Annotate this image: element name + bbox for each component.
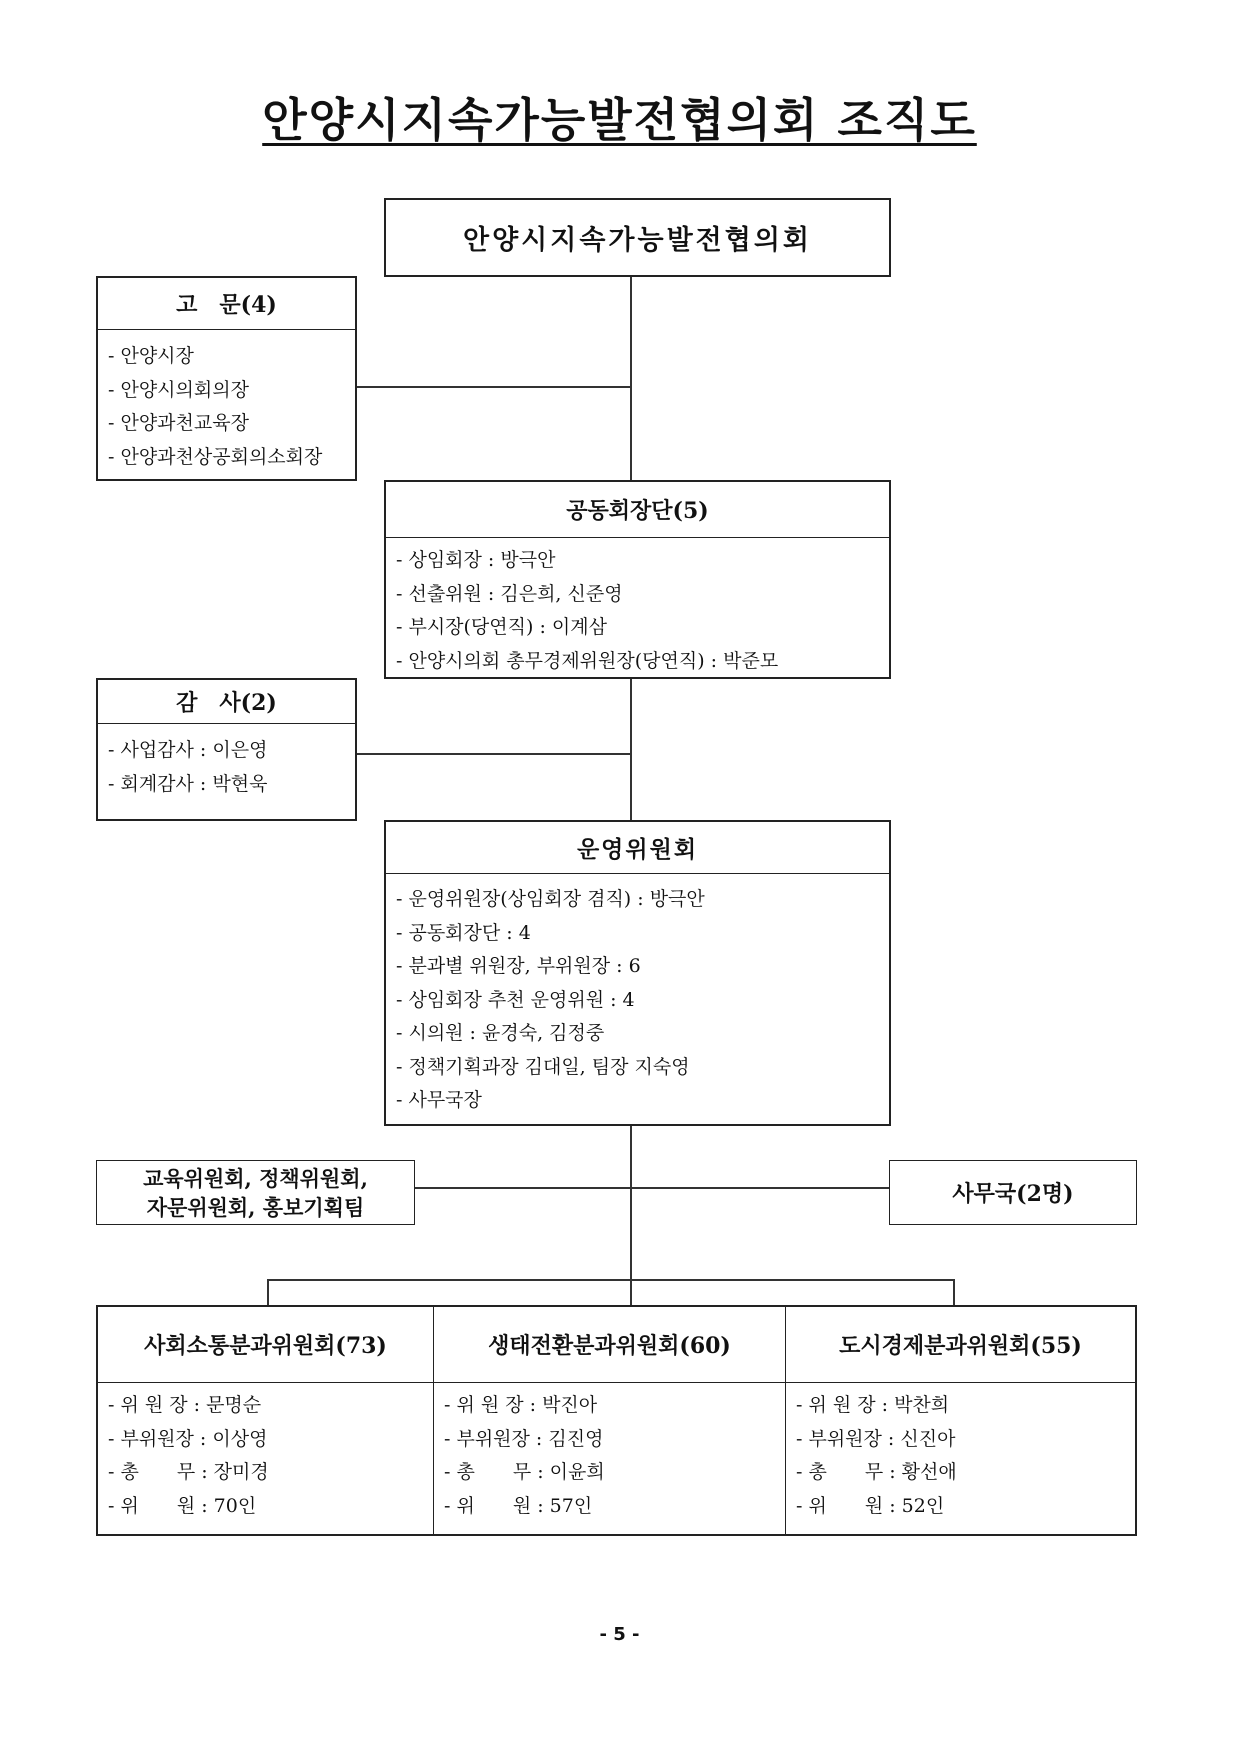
subcommittees-line-2: 자문위원회, 홍보기획팀 xyxy=(146,1194,365,1220)
list-item: - 부시장(당연직) : 이계삼 xyxy=(396,616,607,638)
steering-committee-box xyxy=(384,820,891,1126)
council-name: 안양시지속가능발전협의회 xyxy=(463,225,812,256)
page-number: - 5 - xyxy=(599,1624,640,1645)
secretariat-box xyxy=(889,1160,1137,1225)
co-chairs-box xyxy=(384,480,891,679)
connector-committee-bar xyxy=(267,1279,954,1281)
subcommittees-line-1: 교육위원회, 정책위원회, xyxy=(143,1165,368,1191)
advisors-heading: 고 문(4) xyxy=(176,292,277,318)
steering-list xyxy=(386,874,889,1118)
council-box xyxy=(384,198,891,277)
subcommittees-box xyxy=(96,1160,415,1225)
committees-table xyxy=(96,1305,1137,1536)
list-item: - 안양시의회의장 xyxy=(108,378,249,401)
list-item: - 위 원 장 : 박찬희 xyxy=(796,1394,950,1416)
secretariat-label: 사무국(2명) xyxy=(952,1181,1074,1207)
committee-heading: 사회소통분과위원회(73) xyxy=(144,1333,387,1359)
list-item: - 회계감사 : 박현욱 xyxy=(108,772,268,795)
list-item: - 위 원 : 57인 xyxy=(444,1494,593,1517)
co-chairs-header xyxy=(386,482,889,538)
committee-social xyxy=(98,1307,434,1534)
auditors-header xyxy=(98,680,355,724)
connector-council-cochairs xyxy=(630,276,632,481)
list-item: - 운영위원장(상임회장 겸직) : 방극안 xyxy=(396,888,705,910)
co-chairs-list xyxy=(386,538,889,678)
committee-ecology xyxy=(434,1307,786,1534)
list-item: - 공동회장단 : 4 xyxy=(396,921,531,944)
list-item: - 총 무 : 장미경 xyxy=(108,1461,269,1483)
list-item: - 위 원 장 : 박진아 xyxy=(444,1394,598,1416)
list-item: - 정책기획과장 김대일, 팀장 지숙영 xyxy=(396,1055,690,1078)
list-item: - 부위원장 : 신진아 xyxy=(796,1427,956,1450)
list-item: - 위 원 : 52인 xyxy=(796,1494,945,1517)
connector-auditors xyxy=(356,753,631,755)
list-item: - 사무국장 xyxy=(396,1089,482,1111)
advisors-header xyxy=(98,278,355,330)
committee-urban-economy xyxy=(786,1307,1135,1534)
list-item: - 상임회장 추천 운영위원 : 4 xyxy=(396,988,635,1011)
connector-committee-left xyxy=(267,1279,269,1306)
list-item: - 총 무 : 이윤희 xyxy=(444,1461,605,1483)
auditors-heading: 감 사(2) xyxy=(176,690,277,716)
connector-committee-right xyxy=(953,1279,955,1306)
page-title: 안양시지속가능발전협의회 조직도 xyxy=(262,93,977,147)
list-item: - 선출위원 : 김은희, 신준영 xyxy=(396,582,623,605)
connector-subcommittees-secretariat xyxy=(414,1187,890,1189)
list-item: - 위 원 : 70인 xyxy=(108,1494,257,1517)
list-item: - 부위원장 : 이상영 xyxy=(108,1427,268,1450)
steering-heading: 운영위원회 xyxy=(576,836,699,863)
co-chairs-heading: 공동회장단(5) xyxy=(566,498,709,524)
committee-header xyxy=(786,1307,1135,1383)
committee-header xyxy=(434,1307,785,1383)
connector-advisors xyxy=(356,386,631,388)
list-item: - 시의원 : 윤경숙, 김정중 xyxy=(396,1022,605,1044)
committee-members xyxy=(98,1383,433,1523)
advisors-box xyxy=(96,276,357,481)
committee-members xyxy=(786,1383,1135,1523)
advisors-list xyxy=(98,330,355,474)
list-item: - 부위원장 : 김진영 xyxy=(444,1427,604,1450)
auditors-list xyxy=(98,724,355,801)
committee-members xyxy=(434,1383,785,1523)
list-item: - 안양시장 xyxy=(108,345,194,367)
list-item: - 분과별 위원장, 부위원장 : 6 xyxy=(396,955,641,977)
list-item: - 안양시의회 총무경제위원장(당연직) : 박준모 xyxy=(396,649,779,672)
list-item: - 상임회장 : 방극안 xyxy=(396,549,556,571)
connector-cochairs-steering xyxy=(630,677,632,820)
list-item: - 안양과천교육장 xyxy=(108,412,249,434)
connector-steering-committees xyxy=(630,1124,632,1305)
list-item: - 사업감사 : 이은영 xyxy=(108,739,268,761)
committee-heading: 생태전환분과위원회(60) xyxy=(488,1333,731,1359)
steering-header xyxy=(386,822,889,874)
committee-header xyxy=(98,1307,433,1383)
committee-heading: 도시경제분과위원회(55) xyxy=(839,1333,1082,1359)
auditors-box xyxy=(96,678,357,821)
list-item: - 총 무 : 황선애 xyxy=(796,1461,957,1483)
list-item: - 안양과천상공회의소회장 xyxy=(108,445,323,468)
list-item: - 위 원 장 : 문명순 xyxy=(108,1394,262,1416)
